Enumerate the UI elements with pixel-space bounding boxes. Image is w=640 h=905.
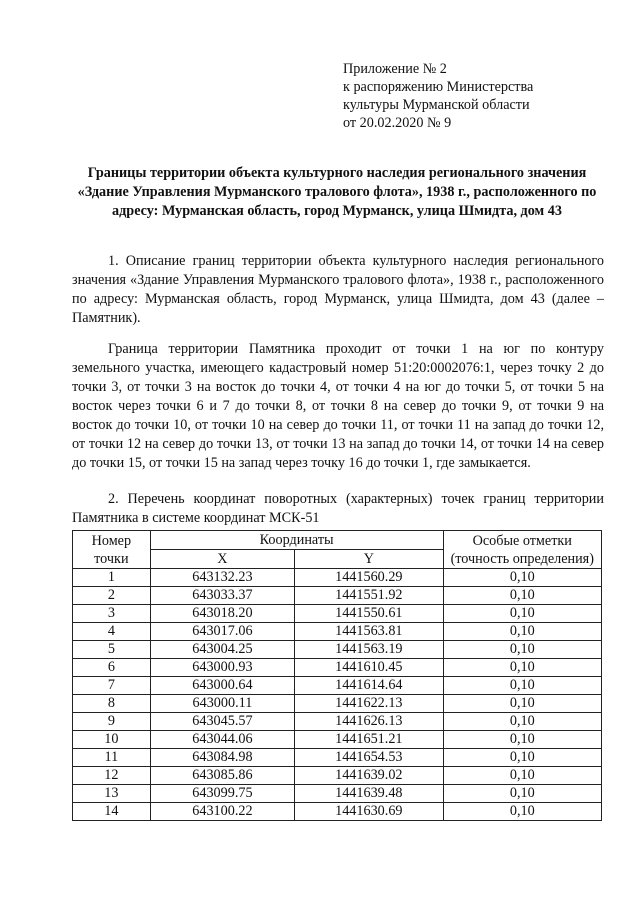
cell-x: 643085.86 xyxy=(150,767,294,785)
cell-accuracy: 0,10 xyxy=(443,623,601,641)
cell-x: 643100.22 xyxy=(150,803,294,821)
cell-accuracy: 0,10 xyxy=(443,569,601,587)
cell-x: 643084.98 xyxy=(150,749,294,767)
cell-accuracy: 0,10 xyxy=(443,677,601,695)
table-row xyxy=(73,767,602,785)
cell-x: 643004.25 xyxy=(150,641,294,659)
appendix-header xyxy=(343,60,533,132)
table-row xyxy=(73,605,602,623)
cell-y: 1441639.48 xyxy=(295,785,443,803)
cell-x: 643044.06 xyxy=(150,731,294,749)
cell-point-number: 7 xyxy=(73,677,151,695)
table-row xyxy=(73,623,602,641)
cell-y: 1441626.13 xyxy=(295,713,443,731)
cell-accuracy: 0,10 xyxy=(443,713,601,731)
cell-x: 643045.57 xyxy=(150,713,294,731)
cell-y: 1441560.29 xyxy=(295,569,443,587)
coordinates-table-body xyxy=(73,569,602,821)
cell-y: 1441630.69 xyxy=(295,803,443,821)
cell-y: 1441614.64 xyxy=(295,677,443,695)
cell-point-number: 6 xyxy=(73,659,151,677)
cell-point-number: 13 xyxy=(73,785,151,803)
cell-point-number: 14 xyxy=(73,803,151,821)
appendix-line: Приложение № 2 xyxy=(343,61,447,77)
table-row xyxy=(73,641,602,659)
cell-x: 643018.20 xyxy=(150,605,294,623)
cell-point-number: 9 xyxy=(73,713,151,731)
header-y: Y xyxy=(295,550,443,569)
header-x: X xyxy=(150,550,294,569)
cell-y: 1441551.92 xyxy=(295,587,443,605)
cell-point-number: 5 xyxy=(73,641,151,659)
boundary-description-paragraph: Граница территории Памятника проходит от точки 1 на юг по контуру земельного участка, имеющего кадастровый номер 51:20:0002076:1, через точку 2 до точки 3, от точки 3 на восток до точки 4, от точки 4 на юг до точки 5, от точки 5 на восток через точки 6 и 7 до точки 8, от точки 8 на север до точки 9, от точки 9 на восток до точки 10, от точки 10 на север до точки 11, от точки 11 на запад до точки 12, от точки 12 на север до точки 13, от точки 13 на запад до точки 14, от точки 14 на север до точки 15, от точки 15 на запад через точку 16 до точки 1, где замыкается. xyxy=(72,341,604,471)
cell-x: 643033.37 xyxy=(150,587,294,605)
cell-y: 1441651.21 xyxy=(295,731,443,749)
cell-accuracy: 0,10 xyxy=(443,641,601,659)
appendix-line: к распоряжению Министерства xyxy=(343,79,534,95)
cell-accuracy: 0,10 xyxy=(443,785,601,803)
table-row xyxy=(73,731,602,749)
cell-accuracy: 0,10 xyxy=(443,587,601,605)
coordinates-table xyxy=(72,530,602,821)
cell-point-number: 8 xyxy=(73,695,151,713)
section-2-paragraph: 2. Перечень координат поворотных (характерных) точек границ территории Памятника в системе координат МСК-51 xyxy=(72,491,604,526)
cell-point-number: 11 xyxy=(73,749,151,767)
table-row xyxy=(73,785,602,803)
cell-accuracy: 0,10 xyxy=(443,659,601,677)
section-1-paragraph: 1. Описание границ территории объекта культурного наследия регионального значения «Здание Управления Мурманского тралового флота», 1938 г., расположенного по адресу: Мурманская область, город Мурманск, улица Шмидта, дом 43 (далее – Памятник). xyxy=(72,253,604,326)
cell-point-number: 10 xyxy=(73,731,151,749)
cell-point-number: 12 xyxy=(73,767,151,785)
table-row xyxy=(73,659,602,677)
cell-accuracy: 0,10 xyxy=(443,749,601,767)
table-row xyxy=(73,587,602,605)
cell-y: 1441639.02 xyxy=(295,767,443,785)
cell-point-number: 3 xyxy=(73,605,151,623)
cell-y: 1441550.61 xyxy=(295,605,443,623)
cell-x: 643017.06 xyxy=(150,623,294,641)
header-coordinates: Координаты xyxy=(150,531,443,550)
table-row xyxy=(73,749,602,767)
cell-point-number: 1 xyxy=(73,569,151,587)
cell-accuracy: 0,10 xyxy=(443,731,601,749)
cell-x: 643132.23 xyxy=(150,569,294,587)
cell-y: 1441563.81 xyxy=(295,623,443,641)
cell-point-number: 2 xyxy=(73,587,151,605)
table-row xyxy=(73,695,602,713)
document-title: Границы территории объекта культурного наследия регионального значения «Здание Управления Мурманского тралового флота», 1938 г., расположенного по адресу: Мурманская область, город Мурманск, улица Шмидта, дом 43 xyxy=(77,165,597,219)
cell-x: 643000.64 xyxy=(150,677,294,695)
header-notes: Особые отметки (точность определения) xyxy=(443,531,601,569)
table-row xyxy=(73,713,602,731)
cell-y: 1441654.53 xyxy=(295,749,443,767)
appendix-line: культуры Мурманской области xyxy=(343,97,530,113)
appendix-date-line: от 20.02.2020 № 9 xyxy=(343,115,452,131)
cell-accuracy: 0,10 xyxy=(443,767,601,785)
table-row xyxy=(73,569,602,587)
cell-y: 1441563.19 xyxy=(295,641,443,659)
cell-x: 643000.93 xyxy=(150,659,294,677)
table-row xyxy=(73,803,602,821)
header-point-number: Номер точки xyxy=(73,531,151,569)
cell-y: 1441622.13 xyxy=(295,695,443,713)
cell-accuracy: 0,10 xyxy=(443,803,601,821)
cell-x: 643000.11 xyxy=(150,695,294,713)
table-row xyxy=(73,677,602,695)
cell-y: 1441610.45 xyxy=(295,659,443,677)
cell-point-number: 4 xyxy=(73,623,151,641)
cell-accuracy: 0,10 xyxy=(443,695,601,713)
cell-x: 643099.75 xyxy=(150,785,294,803)
cell-accuracy: 0,10 xyxy=(443,605,601,623)
